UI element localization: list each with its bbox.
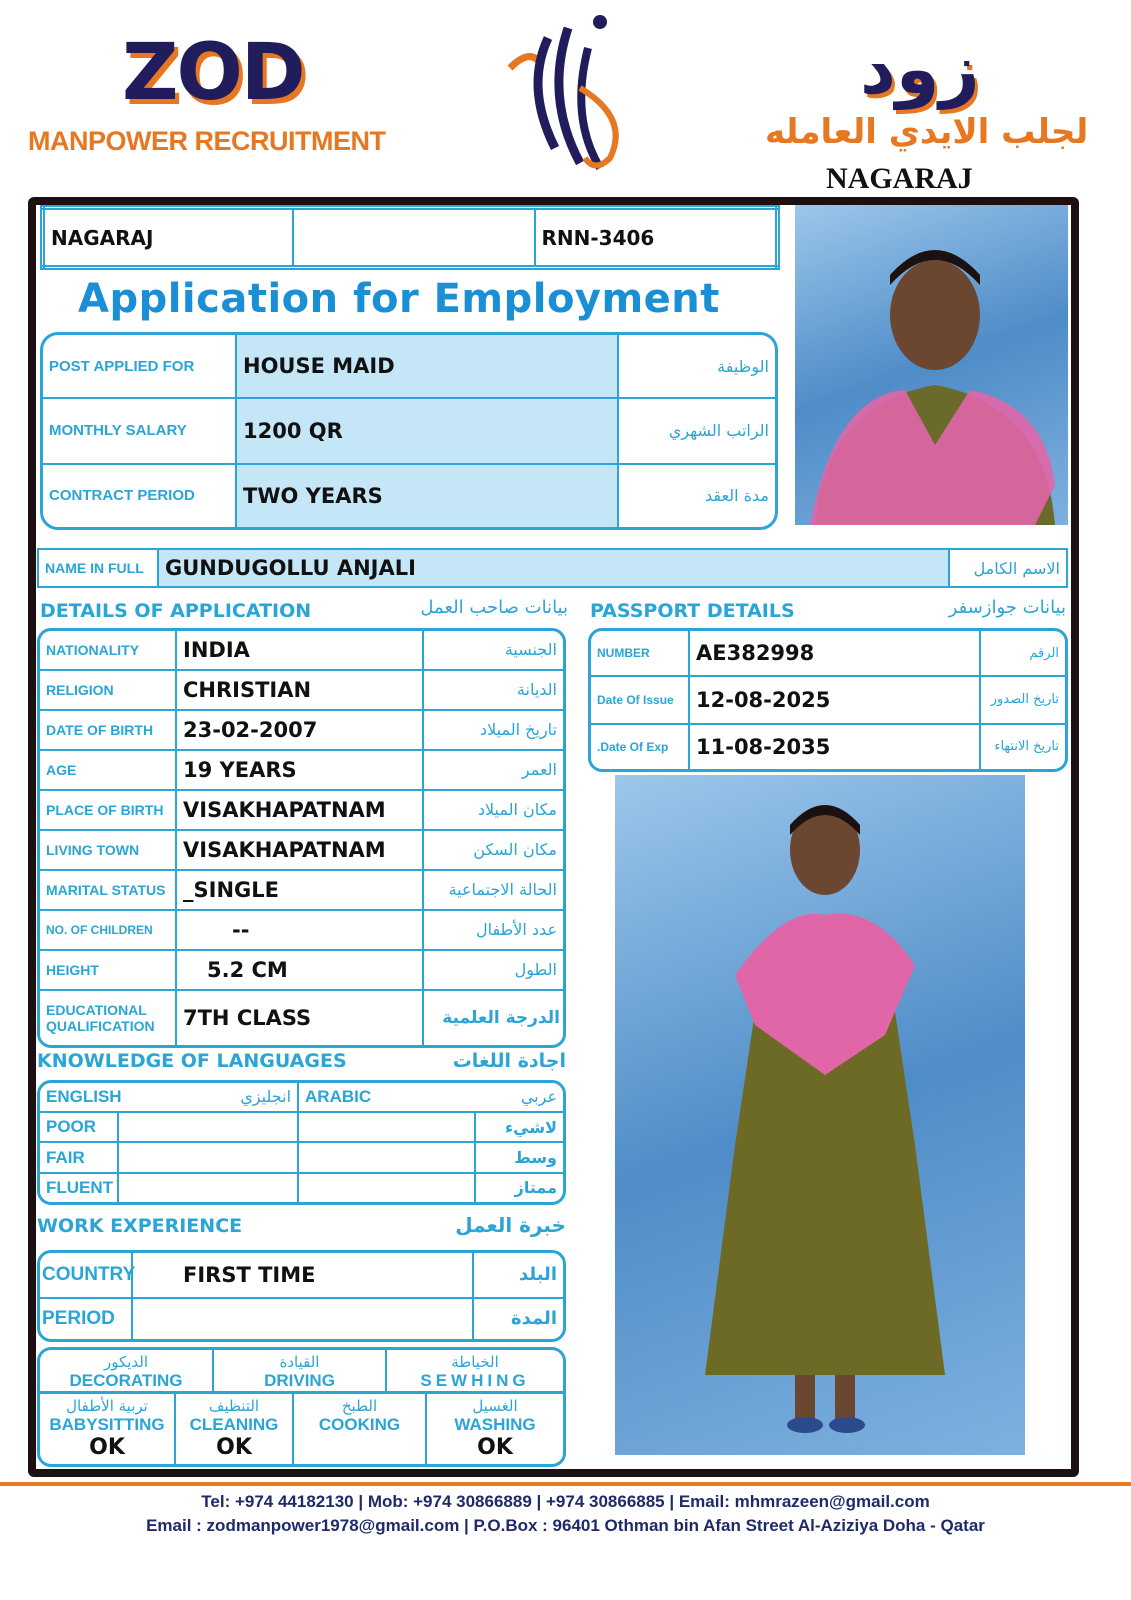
full-name-row xyxy=(37,548,1068,588)
age-label: AGE xyxy=(40,750,176,790)
issue-date-label: Date Of Issue xyxy=(591,676,689,723)
education-value: 7TH CLASS xyxy=(176,990,423,1045)
cooking-mark xyxy=(296,1435,423,1461)
agent-cell: NAGARAJ xyxy=(43,208,293,268)
job-table xyxy=(40,332,778,530)
blank-cell xyxy=(293,208,535,268)
brand-logo-arabic: زود xyxy=(860,28,980,110)
height-value: 5.2 CM xyxy=(176,950,423,990)
salary-label-ar: الراتب الشهري xyxy=(618,398,775,464)
english-fluent-cell xyxy=(118,1173,298,1202)
arabic-fluent-cell xyxy=(298,1173,475,1202)
skills-row-1 xyxy=(37,1347,566,1393)
skill-babysitting xyxy=(40,1394,175,1464)
country-label-ar: البلد xyxy=(473,1253,563,1298)
english-poor-cell xyxy=(118,1112,298,1142)
skill-cleaning xyxy=(175,1394,293,1464)
country-label: COUNTRY xyxy=(40,1253,132,1298)
dob-label-ar: تاريخ الميلاد xyxy=(423,710,563,750)
marital-label: MARITAL STATUS xyxy=(40,870,176,910)
skill-cleaning-label: CLEANING xyxy=(189,1415,279,1434)
living-town-label-ar: مكان السكن xyxy=(423,830,563,870)
post-label-ar: الوظيفة xyxy=(618,335,775,398)
footer-divider xyxy=(0,1482,1131,1486)
washing-mark: OK xyxy=(477,1435,513,1460)
nationality-label-ar: الجنسية xyxy=(423,631,563,670)
passport-table xyxy=(588,628,1068,772)
arabic-label-ar: عربي xyxy=(520,1087,557,1107)
poor-label-ar: لاشيء xyxy=(475,1112,563,1142)
height-label-ar: الطول xyxy=(423,950,563,990)
period-label-ar: المدة xyxy=(473,1298,563,1339)
post-value: HOUSE MAID xyxy=(236,335,618,398)
work-table xyxy=(37,1250,566,1342)
education-label: EDUCATIONAL QUALIFICATION xyxy=(40,990,176,1045)
details-heading: DETAILS OF APPLICATION xyxy=(40,600,312,622)
brand-tagline: MANPOWER RECRUITMENT xyxy=(28,126,386,156)
reference-number: RNN-3406 xyxy=(535,208,778,268)
details-table xyxy=(37,628,566,1048)
passport-heading-ar: بيانات جوازسفر xyxy=(948,597,1066,618)
fair-label: FAIR xyxy=(40,1142,118,1172)
page-title: Application for Employment xyxy=(78,276,720,322)
living-town-label: LIVING TOWN xyxy=(40,830,176,870)
children-value: -- xyxy=(176,910,423,950)
babysitting-mark: OK xyxy=(89,1435,125,1460)
education-label-ar: الدرجة العلمية xyxy=(423,990,563,1045)
full-name-value: GUNDUGOLLU ANJALI xyxy=(158,549,949,587)
full-name-label: NAME IN FULL xyxy=(38,549,158,587)
age-value: 19 YEARS xyxy=(176,750,423,790)
period-label: PERIOD xyxy=(40,1298,132,1339)
skill-sewing-ar: الخياطة xyxy=(451,1352,499,1371)
religion-label-ar: الديانة xyxy=(423,670,563,710)
arabic-label: ARABIC xyxy=(305,1087,372,1107)
contract-value: TWO YEARS xyxy=(236,464,618,527)
passport-number-value: AE382998 xyxy=(689,631,980,676)
marital-label-ar: الحالة الاجتماعية xyxy=(423,870,563,910)
full-name-label-ar: الاسم الكامل xyxy=(949,549,1067,587)
cleaning-mark: OK xyxy=(216,1435,252,1460)
skill-washing-label: WASHING xyxy=(454,1415,536,1434)
expiry-date-label-ar: تاريخ الانتهاء xyxy=(980,724,1065,769)
nationality-value: INDIA xyxy=(176,631,423,670)
reference-row xyxy=(40,205,780,270)
work-heading: WORK EXPERIENCE xyxy=(37,1215,243,1237)
skill-cleaning-ar: التنظيف xyxy=(208,1397,260,1415)
english-header xyxy=(40,1083,298,1112)
skill-driving-label: DRIVING xyxy=(264,1370,335,1390)
dob-value: 23-02-2007 xyxy=(176,710,423,750)
arabic-poor-cell xyxy=(298,1112,475,1142)
dob-label: DATE OF BIRTH xyxy=(40,710,176,750)
marital-value: _SINGLE xyxy=(176,870,423,910)
age-label-ar: العمر xyxy=(423,750,563,790)
skill-cooking-ar: الطبخ xyxy=(341,1397,378,1415)
skill-babysitting-label: BABYSITTING xyxy=(49,1415,165,1434)
fluent-label-ar: ممتاز xyxy=(475,1173,563,1202)
children-label: NO. OF CHILDREN xyxy=(40,910,176,950)
nationality-label: NATIONALITY xyxy=(40,631,176,670)
work-heading-ar: خبرة العمل xyxy=(455,1213,566,1237)
fluent-label: FLUENT xyxy=(40,1173,118,1202)
skill-washing-ar: الغسيل xyxy=(472,1397,518,1415)
languages-heading: KNOWLEDGE OF LANGUAGES xyxy=(37,1050,347,1072)
brand-tagline-arabic: لجلب الايدي العامله xyxy=(765,112,1089,152)
footer-contact-line-2: Email : zodmanpower1978@gmail.com | P.O.Box : 96401 Othman bin Afan Street Al-Aziziya Doha - Qatar xyxy=(146,1516,985,1535)
english-label: ENGLISH xyxy=(46,1087,122,1107)
languages-table xyxy=(37,1080,566,1205)
salary-label: MONTHLY SALARY xyxy=(43,398,236,464)
brand-logo-text: ZOD xyxy=(122,28,304,118)
skill-decorating xyxy=(40,1350,213,1393)
birthplace-label: PLACE OF BIRTH xyxy=(40,790,176,830)
contract-label: CONTRACT PERIOD xyxy=(43,464,236,527)
birthplace-value: VISAKHAPATNAM xyxy=(176,790,423,830)
agent-name: NAGARAJ xyxy=(826,162,973,195)
skill-sewing xyxy=(386,1350,563,1393)
footer-contact-line-1: Tel: +974 44182130 | Mob: +974 30866889 | +974 30866885 | Email: mhmrazeen@gmail.com xyxy=(201,1492,930,1511)
salary-value: 1200 QR xyxy=(236,398,618,464)
birthplace-label-ar: مكان الميلاد xyxy=(423,790,563,830)
details-heading-ar: بيانات صاحب العمل xyxy=(420,597,568,618)
english-label-ar: انجليزي xyxy=(240,1087,292,1107)
skill-cooking-label: COOKING xyxy=(318,1415,401,1434)
religion-value: CHRISTIAN xyxy=(176,670,423,710)
post-label: POST APPLIED FOR xyxy=(43,335,236,398)
issue-date-value: 12-08-2025 xyxy=(689,676,980,723)
arabic-header xyxy=(298,1083,563,1112)
skill-cooking xyxy=(293,1394,426,1464)
poor-label: POOR xyxy=(40,1112,118,1142)
applicant-photo-portrait xyxy=(795,205,1068,525)
skill-sewing-label: SEWHING xyxy=(420,1370,530,1390)
children-label-ar: عدد الأطفال xyxy=(423,910,563,950)
passport-heading: PASSPORT DETAILS xyxy=(590,600,795,622)
religion-label: RELIGION xyxy=(40,670,176,710)
skill-driving xyxy=(213,1350,386,1393)
skills-row-2 xyxy=(37,1391,566,1467)
skill-decorating-label: DECORATING xyxy=(69,1370,183,1390)
issue-date-label-ar: تاريخ الصدور xyxy=(980,676,1065,723)
expiry-date-value: 11-08-2035 xyxy=(689,724,980,769)
english-fair-cell xyxy=(118,1142,298,1172)
skill-decorating-ar: الديكور xyxy=(103,1352,149,1371)
brand-logo-icon xyxy=(500,8,635,173)
height-label: HEIGHT xyxy=(40,950,176,990)
living-town-value: VISAKHAPATNAM xyxy=(176,830,423,870)
skill-washing xyxy=(426,1394,563,1464)
applicant-photo-full xyxy=(615,775,1025,1455)
arabic-fair-cell xyxy=(298,1142,475,1172)
contract-label-ar: مدة العقد xyxy=(618,464,775,527)
passport-number-label: NUMBER xyxy=(591,631,689,676)
passport-number-label-ar: الرقم xyxy=(980,631,1065,676)
country-value: FIRST TIME xyxy=(132,1253,473,1298)
skill-driving-ar: القيادة xyxy=(279,1352,320,1371)
skill-babysitting-ar: تربية الأطفال xyxy=(66,1397,148,1415)
expiry-date-label: .Date Of Exp xyxy=(591,724,689,769)
fair-label-ar: وسط xyxy=(475,1142,563,1172)
languages-heading-ar: اجادة اللغات xyxy=(452,1050,566,1072)
period-value xyxy=(132,1298,473,1339)
